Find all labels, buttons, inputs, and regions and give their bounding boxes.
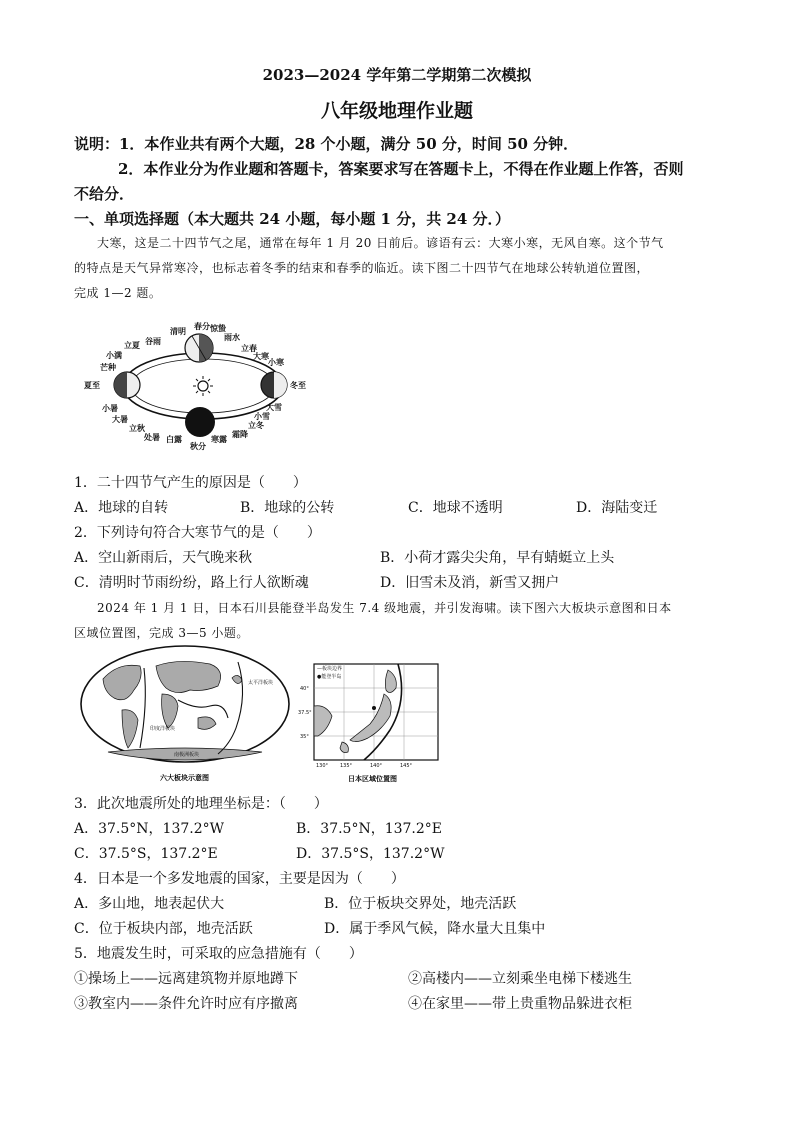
term-label: 霜降 <box>232 430 248 439</box>
lon-label: 145° <box>400 763 413 769</box>
term-label: 立冬 <box>248 421 264 430</box>
term-label: 芒种 <box>100 363 116 372</box>
passage1-line3: 完成 1—2 题。 <box>74 286 162 300</box>
term-label: 小寒 <box>268 358 284 367</box>
term-label: 立夏 <box>124 341 140 350</box>
earth-autumn-icon <box>185 407 215 437</box>
earth-spring-icon <box>185 334 213 362</box>
option-c: C．位于板块内部，地壳活跃 <box>74 921 253 937</box>
japan-map-caption: 日本区域位置图 <box>348 775 397 783</box>
term-label: 小满 <box>106 351 122 360</box>
exam-title: 2023—2024 学年第二学期第二次模拟 <box>262 66 532 84</box>
instruction-line-2: 2．本作业分为作业题和答题卡，答案要求写在答题卡上，不得在作业题上作答，否则 <box>118 160 684 178</box>
term-label: 立春 <box>241 344 257 353</box>
option-c: C．清明时节雨纷纷，路上行人欲断魂 <box>74 575 309 591</box>
plate-label: 印度洋板块 <box>150 726 176 732</box>
lat-label: 37.5° <box>298 710 312 716</box>
lat-label: 35° <box>300 734 309 740</box>
option-2: ②高楼内——立刻乘坐电梯下楼逃生 <box>408 971 632 987</box>
instruction-line-1: 说明：1．本作业共有两个大题，28 个小题，满分 50 分，时间 50 分钟． <box>74 135 579 153</box>
noto-peninsula-marker <box>372 706 376 710</box>
term-label: 处暑 <box>144 433 160 442</box>
japan-legend-item: ●能登半岛 <box>317 674 342 680</box>
option-d: D．37.5°S，137.2°W <box>296 846 445 862</box>
option-c: C．地球不透明 <box>408 500 503 516</box>
lat-label: 40° <box>300 686 309 692</box>
term-label: 夏至 <box>84 381 100 390</box>
option-d: D．旧雪未及消，新雪又拥户 <box>380 575 560 591</box>
passage2-line1: 2024 年 1 月 1 日，日本石川县能登半岛发生 7.4 级地震，并引发海啸。读下图六大板块示意图和日本 <box>97 601 672 615</box>
term-label: 清明 <box>170 327 186 336</box>
question-stem: 4．日本是一个多发地震的国家，主要是因为（ ） <box>74 871 405 887</box>
term-label: 惊蛰 <box>210 324 226 333</box>
term-label: 寒露 <box>211 435 227 444</box>
option-b: B．位于板块交界处，地壳活跃 <box>324 896 517 912</box>
japan-legend-item: —板块边界 <box>317 666 343 672</box>
option-4: ④在家里——带上贵重物品躲进衣柜 <box>408 996 632 1012</box>
lon-label: 135° <box>340 763 353 769</box>
question-stem: 3．此次地震所处的地理坐标是：（ ） <box>74 796 328 812</box>
earth-summer-icon <box>114 372 140 398</box>
term-label: 大寒 <box>253 352 269 361</box>
passage1-line2: 的特点是天气异常寒冷，也标志着冬季的结束和春季的临近。读下图二十四节气在地球公转轨道位置图， <box>74 261 650 275</box>
term-label: 立秋 <box>129 424 145 433</box>
term-label: 谷雨 <box>145 337 161 346</box>
term-label: 小暑 <box>102 404 118 413</box>
lon-label: 130° <box>316 763 329 769</box>
subject-title: 八年级地理作业题 <box>320 100 473 122</box>
term-label: 大暑 <box>112 415 128 424</box>
sun-icon <box>193 376 213 396</box>
solar-term-orbit-diagram <box>78 318 334 452</box>
option-a: A．多山地，地表起伏大 <box>74 896 225 912</box>
earth-winter-icon <box>261 372 287 398</box>
option-a: A．37.5°N，137.2°W <box>74 821 225 837</box>
option-3: ③教室内——条件允许时应有序撤离 <box>74 996 298 1012</box>
plate-label: 太平洋板块 <box>248 680 274 686</box>
plate-label: 南极洲板块 <box>174 752 200 758</box>
option-c: C．37.5°S，137.2°E <box>74 846 218 862</box>
term-label: 雨水 <box>224 333 240 342</box>
section-heading: 一、单项选择题（本大题共 24 小题，每小题 1 分，共 24 分．） <box>74 210 511 228</box>
option-b: B．37.5°N，137.2°E <box>296 821 443 837</box>
term-label: 大雪 <box>266 403 282 412</box>
option-d: D．属于季风气候，降水量大且集中 <box>324 921 546 937</box>
option-a: A．地球的自转 <box>74 500 169 516</box>
question-stem: 5．地震发生时，可采取的应急措施有（ ） <box>74 946 363 962</box>
question-stem: 2．下列诗句符合大寒节气的是（ ） <box>74 525 321 541</box>
option-a: A．空山新雨后，天气晚来秋 <box>74 550 253 566</box>
term-label: 冬至 <box>290 381 306 390</box>
plates-map-caption: 六大板块示意图 <box>160 774 209 782</box>
option-1: ①操场上——远离建筑物并原地蹲下 <box>74 971 298 987</box>
six-plates-map <box>78 644 292 784</box>
lon-label: 140° <box>370 763 383 769</box>
option-b: B．小荷才露尖尖角，早有蜻蜓立上头 <box>380 550 615 566</box>
option-b: B．地球的公转 <box>240 500 335 516</box>
term-label: 春分 <box>194 322 210 331</box>
option-d: D．海陆变迁 <box>576 500 658 516</box>
passage2-line2: 区域位置图，完成 3—5 小题。 <box>74 626 249 640</box>
term-label: 秋分 <box>190 442 206 451</box>
term-label: 小雪 <box>254 412 270 421</box>
japan-region-map <box>298 660 446 784</box>
instruction-line-3: 不给分． <box>74 185 135 203</box>
question-stem: 1．二十四节气产生的原因是（ ） <box>74 475 307 491</box>
term-label: 白露 <box>166 435 182 444</box>
passage1-line1: 大寒，这是二十四节气之尾，通常在每年 1 月 20 日前后。谚语有云：大寒小寒，无风自寒。这个节气 <box>97 236 664 250</box>
